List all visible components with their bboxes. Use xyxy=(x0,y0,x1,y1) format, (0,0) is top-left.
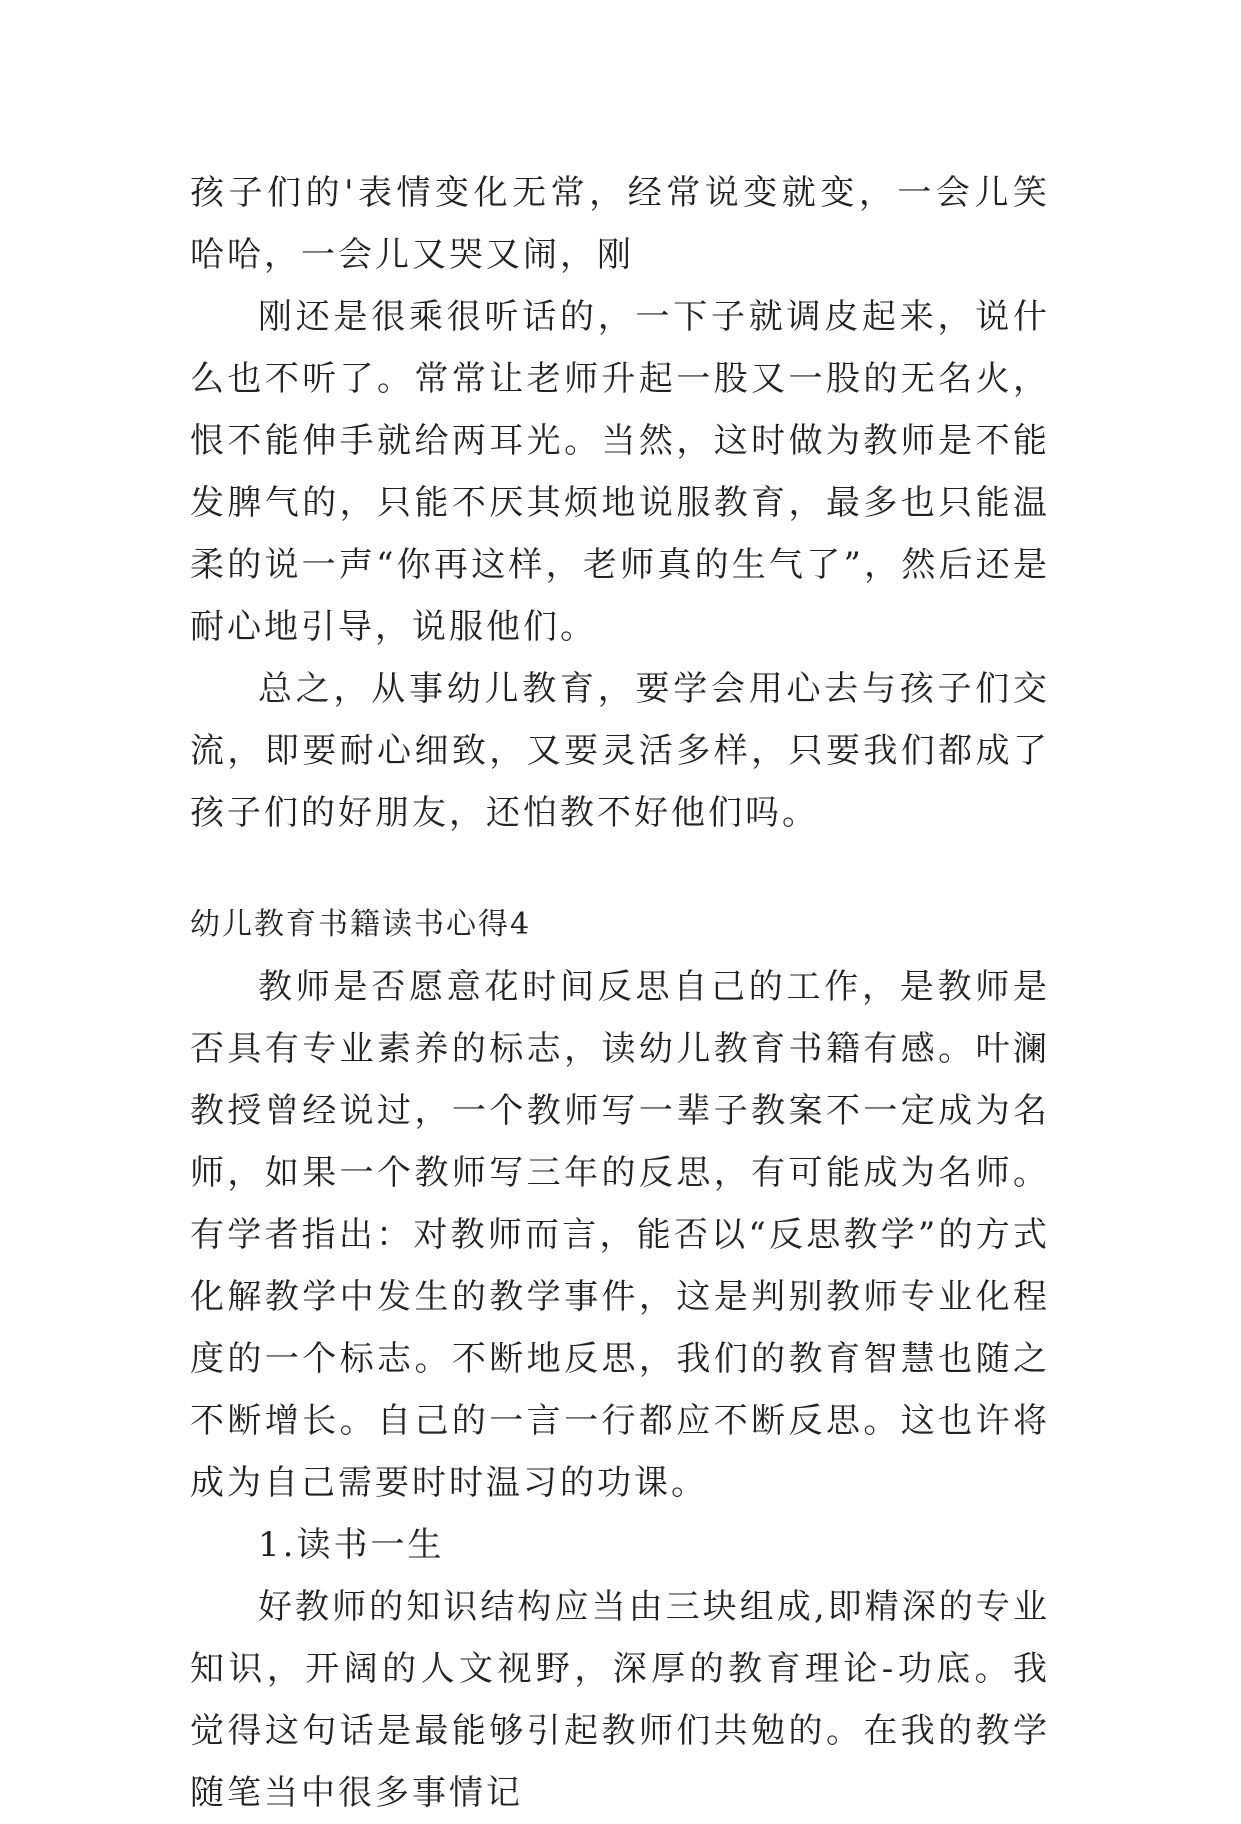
section-title: 幼儿教育书籍读书心得4 xyxy=(190,907,532,942)
subheading: 1.读书一生 xyxy=(258,1525,445,1565)
paragraph: 教师是否愿意花时间反思自己的工作，是教师是否具有专业素养的标志，读幼儿教育书籍有感。叶澜教授曾经说过，一个教师写一辈子教案不一定成为名师，如果一个教师写三年的反思，有可能成为名师。有学者指出：对教师而言，能否以“反思教学”的方式化解教学中发生的教学事件，这是判别教师专业化程度的一个标志。不断地反思，我们的教育智慧也随之不断增长。自己的一言一行都应不断反思。这也许将成为自己需要时时温习的功课。 xyxy=(190,967,1050,1503)
document-body xyxy=(190,162,1050,1824)
paragraph-continuation: 孩子们的'表情变化无常，经常说变就变，一会儿笑哈哈，一会儿又哭又闹，刚 xyxy=(190,173,1050,275)
paragraph: 好教师的知识结构应当由三块组成,即精深的专业知识，开阔的人文视野，深厚的教育理论-功底。我觉得这句话是最能够引起教师们共勉的。在我的教学随笔当中很多事情记 xyxy=(190,1587,1050,1813)
paragraph: 总之，从事幼儿教育，要学会用心去与孩子们交流，即要耐心细致，又要灵活多样，只要我们都成了孩子们的好朋友，还怕教不好他们吗。 xyxy=(190,669,1050,833)
paragraph: 刚还是很乘很听话的，一下子就调皮起来，说什么也不听了。常常让老师升起一股又一股的无名火，恨不能伸手就给两耳光。当然，这时做为教师是不能发脾气的，只能不厌其烦地说服教育，最多也只能温柔的说一声“你再这样，老师真的生气了”，然后还是耐心地引导，说服他们。 xyxy=(190,297,1050,647)
section-spacer xyxy=(190,844,1050,894)
